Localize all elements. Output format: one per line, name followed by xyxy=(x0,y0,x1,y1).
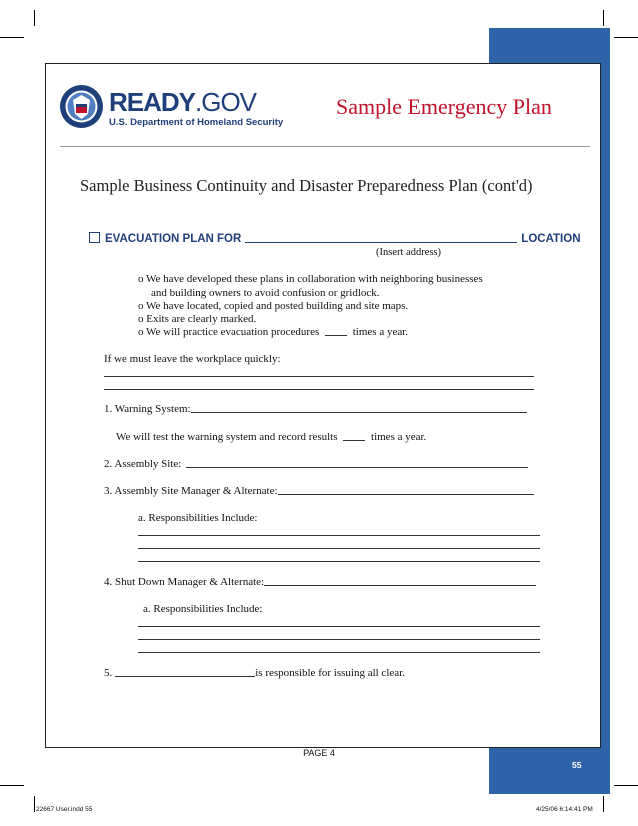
slug-left: 22667 User.indd 55 xyxy=(36,806,93,813)
crop-mark xyxy=(0,37,24,38)
bullet-item: o Exits are clearly marked. xyxy=(138,313,257,325)
responsibilities-label: a. Responsibilities Include: xyxy=(138,512,258,524)
bullet-item-tail: times a year. xyxy=(352,326,409,338)
shutdown-manager-item xyxy=(104,576,536,589)
evacuation-heading xyxy=(89,232,581,246)
warning-test-text: We will test the warning system and record results xyxy=(116,431,338,443)
page-label: PAGE 4 xyxy=(303,748,335,758)
warning-system-blank[interactable] xyxy=(191,403,527,413)
answer-line[interactable] xyxy=(104,389,534,390)
answer-line[interactable] xyxy=(138,535,540,536)
evacuation-label-end: LOCATION xyxy=(521,233,581,245)
assembly-manager-label: 3. Assembly Site Manager & Alternate: xyxy=(104,485,278,497)
crop-mark xyxy=(0,785,24,786)
bullet-item xyxy=(138,326,408,339)
all-clear-item xyxy=(104,667,405,680)
page-number: 55 xyxy=(572,760,582,770)
bullet-item: o We have developed these plans in collaboration with neighboring businesses xyxy=(138,273,483,285)
warning-test-item xyxy=(116,431,426,444)
slug-right: 4/25/06 6:14:41 PM xyxy=(536,806,593,813)
answer-line[interactable] xyxy=(138,626,540,627)
evacuation-label-start: EVACUATION PLAN FOR xyxy=(105,233,242,245)
header-divider xyxy=(60,146,590,147)
logo-subtitle: U.S. Department of Homeland Security xyxy=(109,117,284,128)
crop-mark xyxy=(34,796,35,812)
all-clear-number: 5. xyxy=(104,667,113,679)
crop-mark xyxy=(34,10,35,26)
logo-gov: .GOV xyxy=(195,87,257,117)
address-note: (Insert address) xyxy=(376,247,442,258)
answer-line[interactable] xyxy=(138,561,540,562)
crop-mark xyxy=(614,785,638,786)
practice-count-blank[interactable] xyxy=(325,326,347,336)
dhs-seal-icon xyxy=(59,84,104,129)
bullet-item-continued: and building owners to avoid confusion or gridlock. xyxy=(151,287,380,299)
answer-line[interactable] xyxy=(138,548,540,549)
location-blank-line[interactable] xyxy=(245,232,517,243)
bullet-item: o We have located, copied and posted building and site maps. xyxy=(138,300,409,312)
assembly-site-label: 2. Assembly Site: xyxy=(104,458,182,470)
crop-mark xyxy=(603,796,604,812)
header-title: Sample Emergency Plan xyxy=(336,94,552,119)
warning-system-item xyxy=(104,403,527,416)
warning-system-label: 1. Warning System: xyxy=(104,403,191,415)
crop-mark xyxy=(603,10,604,26)
shutdown-manager-label: 4. Shut Down Manager & Alternate: xyxy=(104,576,265,588)
assembly-site-item xyxy=(104,458,528,471)
crop-mark xyxy=(614,37,638,38)
bullet-item-text: o We will practice evacuation procedures xyxy=(138,326,320,338)
assembly-manager-blank[interactable] xyxy=(278,485,534,495)
warning-test-count-blank[interactable] xyxy=(343,431,365,441)
logo-ready: READY xyxy=(109,87,196,117)
section-title: Sample Business Continuity and Disaster Preparedness Plan (cont'd) xyxy=(80,176,533,195)
warning-test-tail: times a year. xyxy=(371,431,427,443)
responsibilities-label: a. Responsibilities Include: xyxy=(143,603,263,615)
answer-line[interactable] xyxy=(104,376,534,377)
answer-line[interactable] xyxy=(138,639,540,640)
ready-gov-logo xyxy=(109,89,283,128)
assembly-site-blank[interactable] xyxy=(186,458,528,468)
all-clear-blank[interactable] xyxy=(115,667,255,677)
answer-line[interactable] xyxy=(138,652,540,653)
all-clear-text: is responsible for issuing all clear. xyxy=(255,667,405,679)
shutdown-manager-blank[interactable] xyxy=(264,576,536,586)
evacuation-checkbox[interactable] xyxy=(89,232,100,243)
assembly-manager-item xyxy=(104,485,534,498)
leave-prompt: If we must leave the workplace quickly: xyxy=(104,353,281,365)
